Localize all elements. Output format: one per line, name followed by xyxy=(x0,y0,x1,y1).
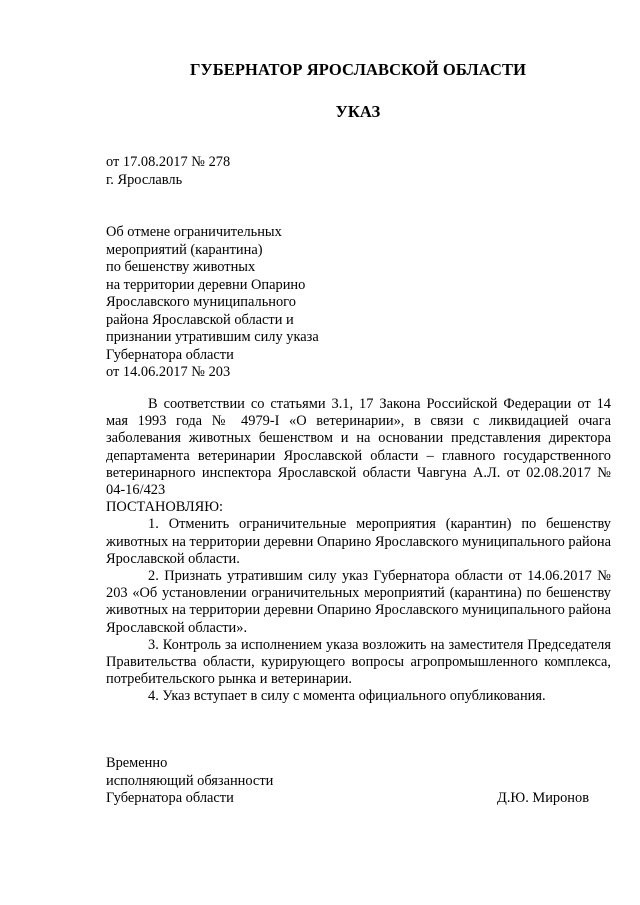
signatory-name: Д.Ю. Миронов xyxy=(497,790,589,806)
title-line: по бешенству животных xyxy=(106,259,256,275)
title-line: района Ярославской области и xyxy=(106,311,294,328)
decree-body xyxy=(106,396,611,706)
signature-position-line: исполняющий обязанности xyxy=(106,772,274,789)
signature-block xyxy=(106,755,611,808)
decree-item xyxy=(106,688,611,705)
title-line: Губернатора области xyxy=(106,346,234,363)
date-number: от 17.08.2017 № 278 xyxy=(106,154,231,170)
title-line: от 14.06.2017 № 203 xyxy=(106,364,231,380)
item-text: Отменить ограничительные мероприятия (карантин) по бешенству животных на территории деревни Опарино Ярославского муниципального района Ярославской области. xyxy=(106,516,611,567)
decree-title xyxy=(106,224,319,382)
title-line: мероприятий (карантина) xyxy=(106,241,263,258)
item-number: 2. xyxy=(148,568,159,585)
title-line: Об отмене ограничительных xyxy=(106,224,282,240)
item-number: 1. xyxy=(148,516,159,533)
preamble-paragraph: В соответствии со статьями 3.1, 17 Закона Российской Федерации от 14 мая 1993 года № 4979-I «О ветеринарии», в связи с ликвидацией очага заболевания животных бешенством и на основании представления директора департамента ветеринарии Ярославской области – главного государственного ветеринарного инспектора Ярославской области Чавгуна А.Л. от 02.08.2017 № 04-16/423 xyxy=(106,396,611,499)
item-number: 3. xyxy=(148,636,159,653)
title-line: на территории деревни Опарино xyxy=(106,276,306,293)
document-type-heading: УКАЗ xyxy=(335,102,381,121)
title-line: признании утратившим силу указа xyxy=(106,329,319,345)
item-number: 4. xyxy=(148,688,159,705)
authority-heading: ГУБЕРНАТОР ЯРОСЛАВСКОЙ ОБЛАСТИ xyxy=(189,60,527,79)
city: г. Ярославль xyxy=(106,172,183,188)
decree-item xyxy=(106,637,611,689)
item-text: Признать утратившим силу указ Губернатора области от 14.06.2017 № 203 «Об установлении ограничительных мероприятий (карантина) по бешенству животных на территории деревни Опарино Ярославского муниципального района Ярославской области». xyxy=(106,568,611,636)
signature-position-line: Временно xyxy=(106,755,168,771)
title-line: Ярославского муниципального xyxy=(106,294,296,310)
item-text: Указ вступает в силу с момента официального опубликования. xyxy=(162,688,546,705)
decree-item xyxy=(106,568,611,637)
item-text: Контроль за исполнением указа возложить на заместителя Председателя Правительства области, курирующего вопросы агропромышленного комплекса, потребительского рынка и ветеринарии. xyxy=(106,636,611,688)
signature-position-line: Губернатора области xyxy=(106,790,234,806)
decree-word: ПОСТАНОВЛЯЮ: xyxy=(106,499,224,516)
decree-item xyxy=(106,516,611,568)
